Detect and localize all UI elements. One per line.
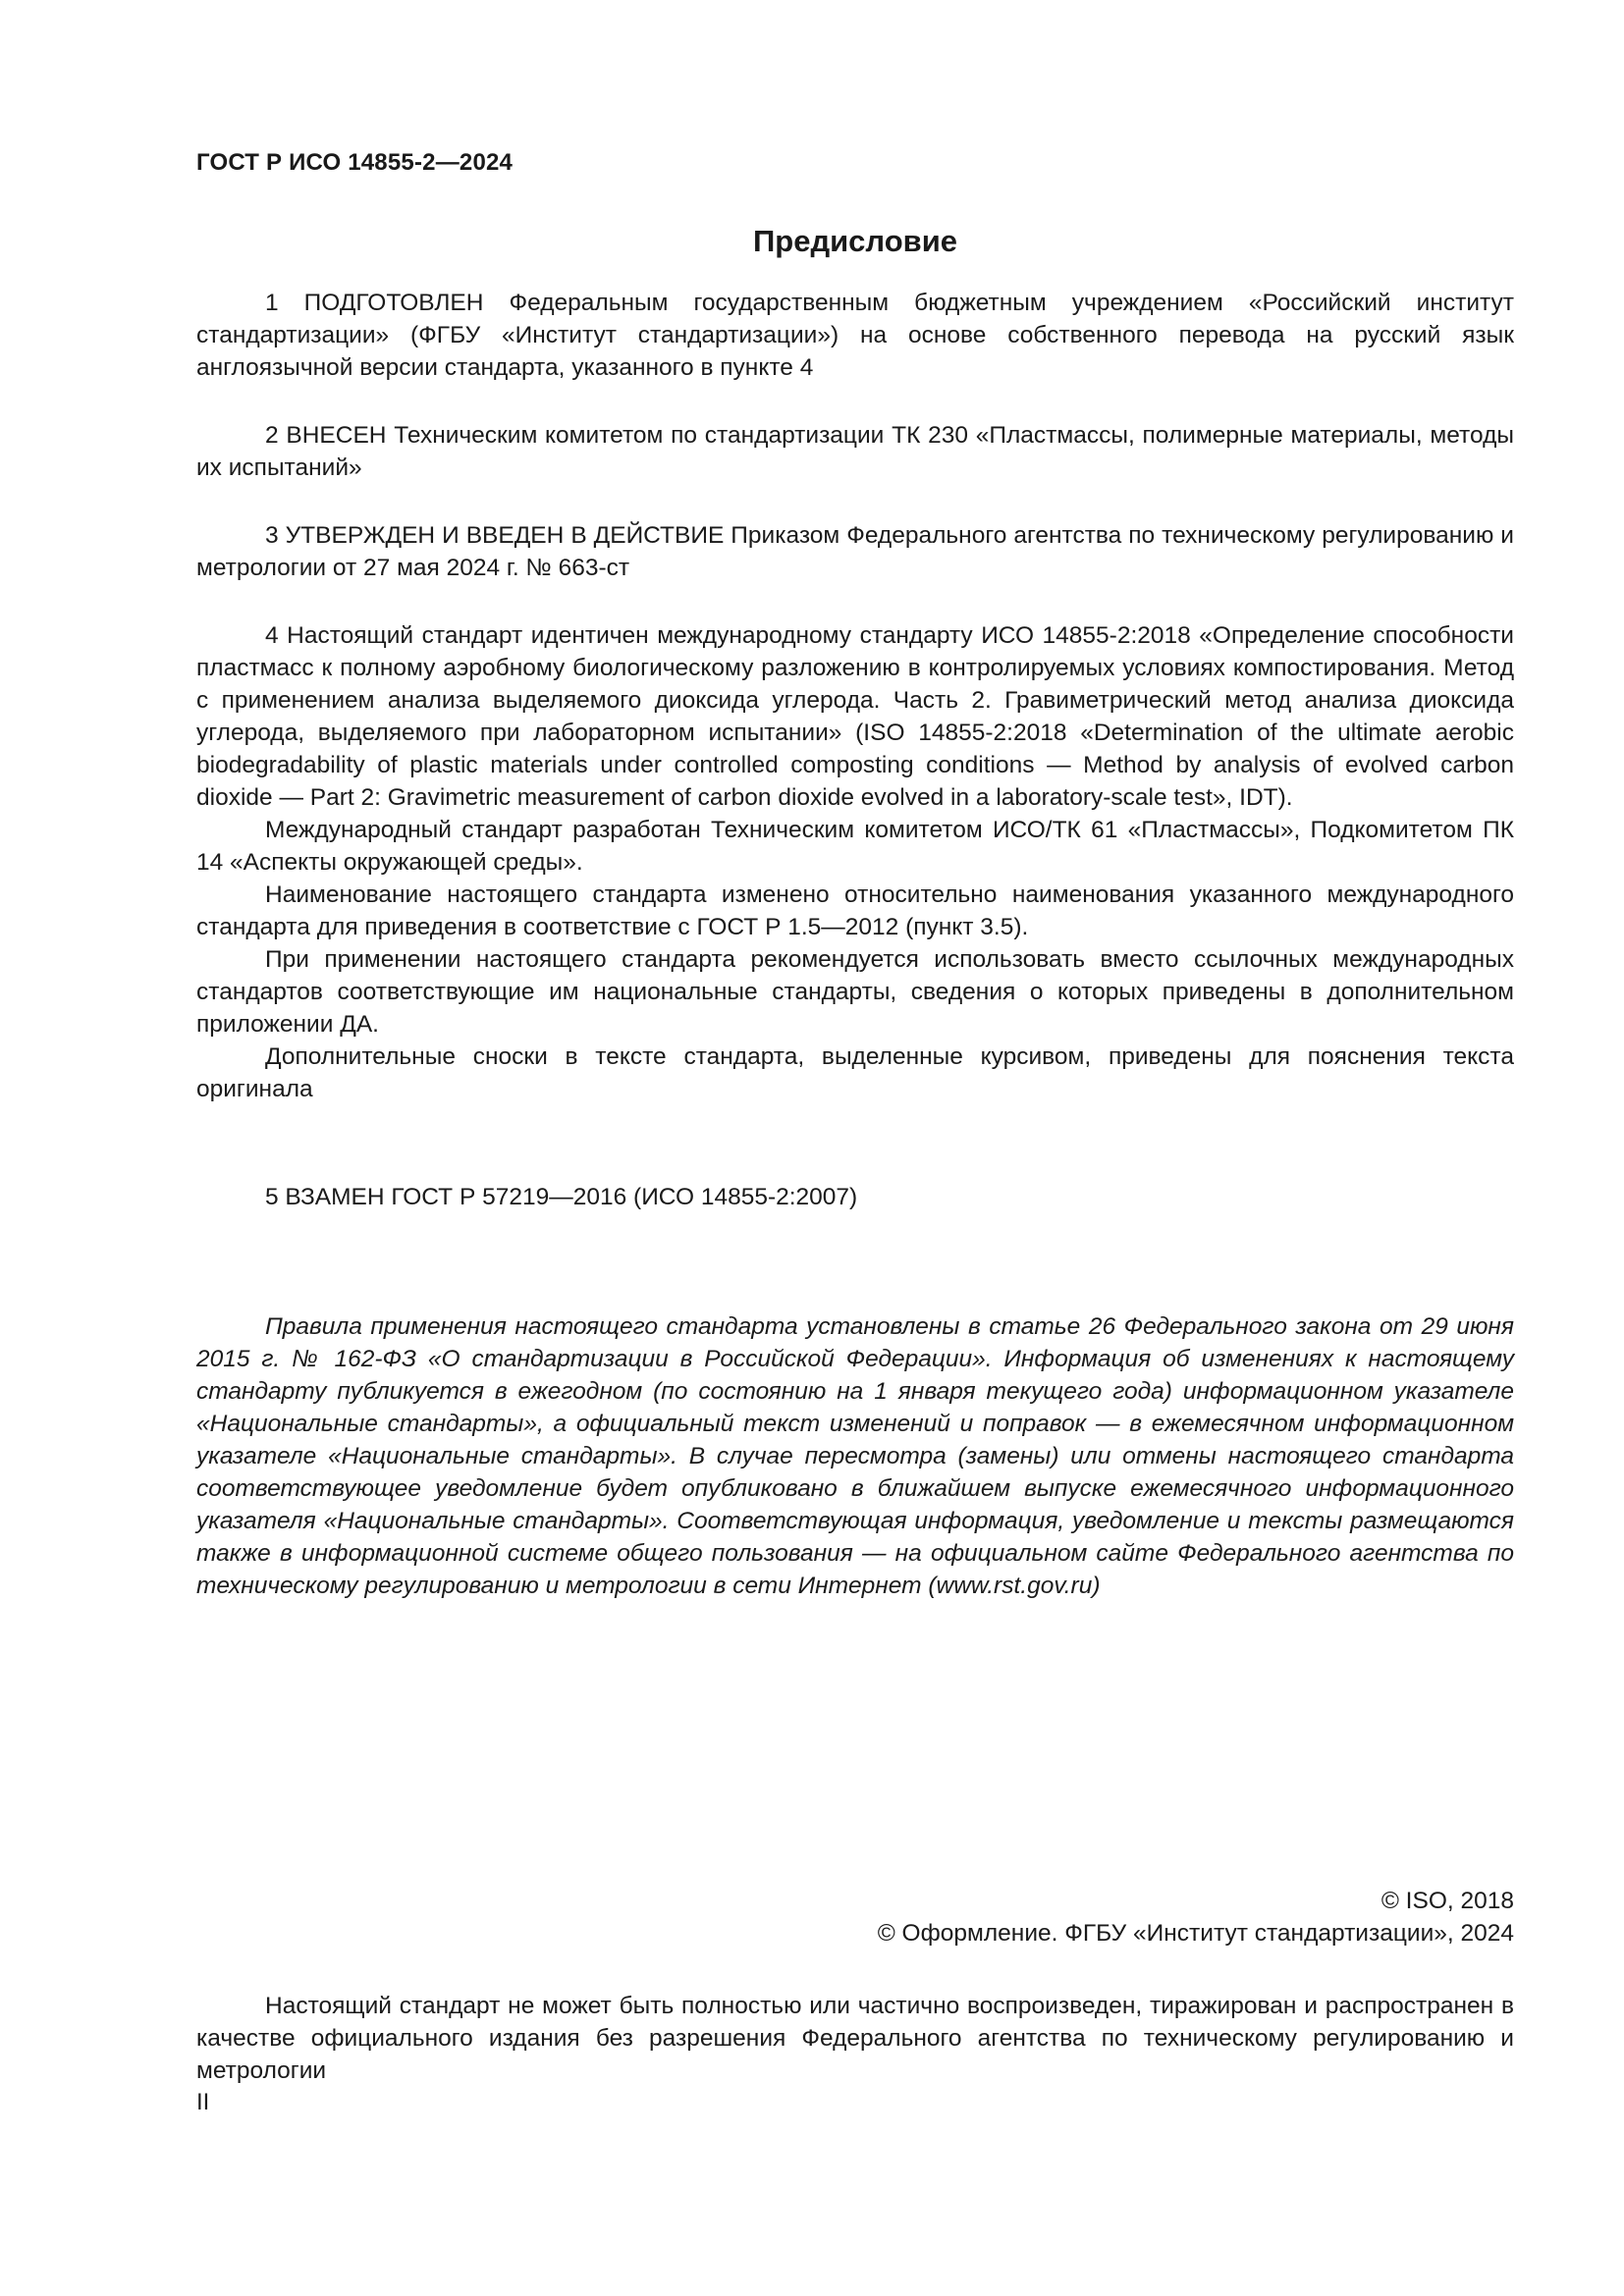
iso-copyright: © ISO, 2018 [1380, 1888, 1514, 1914]
design-copyright: © Оформление. ФГБУ «Институт стандартизации», 2024 [877, 1920, 1514, 1947]
section-4-paragraph: 4 Настоящий стандарт идентичен международному стандарту ИСО 14855-2:2018 «Определение способности пластмасс к полному аэробному биологическому разложению в контролируемых условиях компостирования. Метод с применением анализа выделяемого диоксида углерода. Часть 2. Гравиметрический метод анализа диоксида углерода, выделяемого при лабораторном испытании» (ISO 14855-2:2018 «Determination of the ultimate aerobic biodegradability of plastic materials under controlled composting conditions — Method by analysis of evolved carbon dioxide — Part 2: Gravimetric measurement of carbon dioxide evolved in a laboratory-scale test», IDT). [196, 622, 1514, 811]
copyright-block [196, 1885, 1514, 1949]
section-4-paragraph: Дополнительные сноски в тексте стандарта, выделенные курсивом, приведены для пояснения текста оригинала [196, 1043, 1514, 1102]
page-number: II [196, 2089, 210, 2115]
section-1-text: 1 ПОДГОТОВЛЕН Федеральным государственным бюджетным учреждением «Российский институт стандартизации» (ФГБУ «Институт стандартизации») на основе собственного перевода на русский язык англоязычной версии стандарта, указанного в пункте 4 [196, 290, 1514, 381]
section-4 [196, 619, 1514, 1105]
section-3-text: 3 УТВЕРЖДЕН И ВВЕДЕН В ДЕЙСТВИЕ Приказом Федерального агентства по техническому регулированию и метрологии от 27 мая 2024 г. № 663-ст [196, 522, 1514, 581]
section-2-text: 2 ВНЕСЕН Техническим комитетом по стандартизации ТК 230 «Пластмассы, полимерные материалы, методы их испытаний» [196, 422, 1514, 481]
page-title: Предисловие [752, 224, 957, 258]
section-1 [196, 287, 1514, 384]
section-2 [196, 419, 1514, 484]
standard-code-header: ГОСТ Р ИСО 14855-2—2024 [196, 149, 514, 176]
reproduction-notice [196, 1990, 1514, 2087]
section-5-text: 5 ВЗАМЕН ГОСТ Р 57219—2016 (ИСО 14855-2:2007) [265, 1184, 858, 1210]
rules-notice-text: Правила применения настоящего стандарта установлены в статье 26 Федерального закона от 29 июня 2015 г. № 162-ФЗ «О стандартизации в Российской Федерации». Информация об изменениях к настоящему стандарту публикуется в ежегодном (по состоянию на 1 января текущего года) информационном указателе «Национальные стандарты», а официальный текст изменений и поправок — в ежемесячном информационном указателе «Национальные стандарты». В случае пересмотра (замены) или отмены настоящего стандарта соответствующее уведомление будет опубликовано в ближайшем выпуске ежемесячного информационного указателя «Национальные стандарты». Соответствующая информация, уведомление и тексты размещаются также в информационной системе общего пользования — на официальном сайте Федерального агентства по техническому регулированию и метрологии в сети Интернет (www.rst.gov.ru) [196, 1313, 1514, 1599]
section-3 [196, 519, 1514, 584]
section-4-paragraph: Наименование настоящего стандарта изменено относительно наименования указанного международного стандарта для приведения в соответствие с ГОСТ Р 1.5—2012 (пункт 3.5). [196, 881, 1514, 940]
reproduction-notice-text: Настоящий стандарт не может быть полностью или частично воспроизведен, тиражирован и распространен в качестве официального издания без разрешения Федерального агентства по техническому регулированию и метрологии [196, 1993, 1514, 2084]
rules-notice [196, 1310, 1514, 1602]
section-5 [196, 1181, 1514, 1213]
section-4-paragraph: Международный стандарт разработан Техническим комитетом ИСО/ТК 61 «Пластмассы», Подкомитетом ПК 14 «Аспекты окружающей среды». [196, 817, 1514, 876]
section-4-paragraph: При применении настоящего стандарта рекомендуется использовать вместо ссылочных международных стандартов соответствующие им национальные стандарты, сведения о которых приведены в дополнительном приложении ДА. [196, 946, 1514, 1038]
